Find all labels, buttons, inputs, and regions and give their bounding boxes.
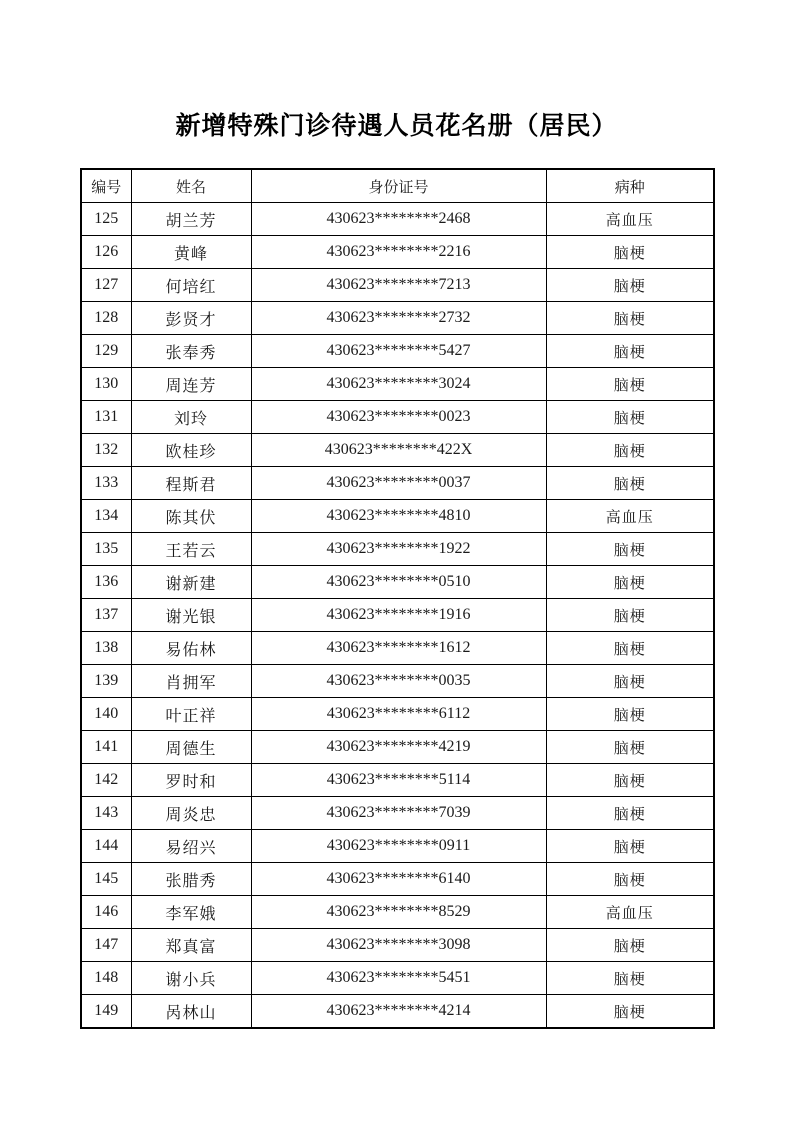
cell-name: 郑真富: [131, 929, 251, 962]
cell-name: 易佑林: [131, 632, 251, 665]
cell-disease: 脑梗: [546, 533, 714, 566]
col-header-name: 姓名: [131, 169, 251, 203]
cell-name: 王若云: [131, 533, 251, 566]
cell-disease: 脑梗: [546, 467, 714, 500]
cell-id: 430623********0035: [251, 665, 546, 698]
cell-name: 周德生: [131, 731, 251, 764]
cell-disease: 脑梗: [546, 698, 714, 731]
cell-no: 148: [81, 962, 131, 995]
table-row: [81, 731, 714, 764]
col-header-disease: 病种: [546, 169, 714, 203]
cell-name: 肖拥军: [131, 665, 251, 698]
cell-disease: 脑梗: [546, 830, 714, 863]
cell-name: 呙林山: [131, 995, 251, 1029]
cell-id: 430623********0023: [251, 401, 546, 434]
cell-no: 129: [81, 335, 131, 368]
cell-name: 程斯君: [131, 467, 251, 500]
cell-no: 149: [81, 995, 131, 1029]
cell-id: 430623********3024: [251, 368, 546, 401]
table-row: [81, 203, 714, 236]
cell-disease: 脑梗: [546, 797, 714, 830]
cell-disease: 脑梗: [546, 731, 714, 764]
table-row: [81, 995, 714, 1029]
header-row: [81, 169, 714, 203]
table-row: [81, 566, 714, 599]
cell-disease: 脑梗: [546, 863, 714, 896]
cell-name: 彭贤才: [131, 302, 251, 335]
cell-id: 430623********4810: [251, 500, 546, 533]
roster-table: [80, 168, 715, 1029]
table-row: [81, 236, 714, 269]
cell-name: 罗时和: [131, 764, 251, 797]
cell-name: 易绍兴: [131, 830, 251, 863]
cell-id: 430623********7039: [251, 797, 546, 830]
cell-no: 145: [81, 863, 131, 896]
cell-id: 430623********1612: [251, 632, 546, 665]
cell-no: 127: [81, 269, 131, 302]
cell-disease: 脑梗: [546, 599, 714, 632]
cell-id: 430623********1922: [251, 533, 546, 566]
cell-name: 张腊秀: [131, 863, 251, 896]
cell-name: 周炎忠: [131, 797, 251, 830]
cell-disease: 脑梗: [546, 302, 714, 335]
cell-no: 133: [81, 467, 131, 500]
cell-id: 430623********6112: [251, 698, 546, 731]
cell-disease: 脑梗: [546, 236, 714, 269]
col-header-id: 身份证号: [251, 169, 546, 203]
roster-table-header: [81, 169, 714, 203]
table-row: [81, 797, 714, 830]
cell-no: 146: [81, 896, 131, 929]
cell-no: 126: [81, 236, 131, 269]
cell-no: 143: [81, 797, 131, 830]
cell-no: 132: [81, 434, 131, 467]
cell-no: 147: [81, 929, 131, 962]
table-row: [81, 302, 714, 335]
cell-no: 144: [81, 830, 131, 863]
cell-name: 胡兰芳: [131, 203, 251, 236]
cell-no: 136: [81, 566, 131, 599]
cell-disease: 脑梗: [546, 632, 714, 665]
table-row: [81, 764, 714, 797]
cell-id: 430623********0510: [251, 566, 546, 599]
cell-name: 李军娥: [131, 896, 251, 929]
cell-name: 张奉秀: [131, 335, 251, 368]
cell-id: 430623********4214: [251, 995, 546, 1029]
cell-disease: 高血压: [546, 203, 714, 236]
cell-no: 125: [81, 203, 131, 236]
cell-disease: 脑梗: [546, 434, 714, 467]
cell-id: 430623********2216: [251, 236, 546, 269]
table-row: [81, 830, 714, 863]
cell-no: 141: [81, 731, 131, 764]
cell-name: 何培红: [131, 269, 251, 302]
cell-name: 谢光银: [131, 599, 251, 632]
cell-no: 140: [81, 698, 131, 731]
table-row: [81, 863, 714, 896]
roster-table-body: [81, 203, 714, 1029]
cell-id: 430623********0037: [251, 467, 546, 500]
cell-id: 430623********5427: [251, 335, 546, 368]
cell-disease: 脑梗: [546, 764, 714, 797]
cell-id: 430623********422X: [251, 434, 546, 467]
cell-disease: 脑梗: [546, 269, 714, 302]
cell-no: 142: [81, 764, 131, 797]
cell-no: 131: [81, 401, 131, 434]
table-row: [81, 500, 714, 533]
cell-name: 周连芳: [131, 368, 251, 401]
cell-disease: 脑梗: [546, 665, 714, 698]
cell-id: 430623********8529: [251, 896, 546, 929]
cell-id: 430623********6140: [251, 863, 546, 896]
table-row: [81, 269, 714, 302]
cell-disease: 脑梗: [546, 566, 714, 599]
cell-id: 430623********1916: [251, 599, 546, 632]
cell-name: 叶正祥: [131, 698, 251, 731]
cell-id: 430623********7213: [251, 269, 546, 302]
table-row: [81, 698, 714, 731]
table-row: [81, 599, 714, 632]
cell-disease: 脑梗: [546, 995, 714, 1029]
cell-name: 谢小兵: [131, 962, 251, 995]
cell-no: 128: [81, 302, 131, 335]
page-title: 新增特殊门诊待遇人员花名册（居民）: [175, 113, 618, 140]
table-row: [81, 896, 714, 929]
table-row: [81, 929, 714, 962]
cell-disease: 脑梗: [546, 335, 714, 368]
table-row: [81, 335, 714, 368]
cell-id: 430623********0911: [251, 830, 546, 863]
cell-no: 139: [81, 665, 131, 698]
cell-disease: 高血压: [546, 896, 714, 929]
cell-name: 欧桂珍: [131, 434, 251, 467]
cell-disease: 脑梗: [546, 962, 714, 995]
table-row: [81, 632, 714, 665]
table-row: [81, 434, 714, 467]
table-row: [81, 962, 714, 995]
cell-name: 刘玲: [131, 401, 251, 434]
cell-name: 谢新建: [131, 566, 251, 599]
cell-no: 137: [81, 599, 131, 632]
cell-disease: 脑梗: [546, 401, 714, 434]
cell-disease: 高血压: [546, 500, 714, 533]
cell-id: 430623********3098: [251, 929, 546, 962]
table-row: [81, 533, 714, 566]
cell-id: 430623********4219: [251, 731, 546, 764]
cell-no: 134: [81, 500, 131, 533]
cell-no: 130: [81, 368, 131, 401]
table-row: [81, 467, 714, 500]
cell-id: 430623********5451: [251, 962, 546, 995]
cell-no: 138: [81, 632, 131, 665]
cell-name: 陈其伏: [131, 500, 251, 533]
cell-no: 135: [81, 533, 131, 566]
cell-disease: 脑梗: [546, 368, 714, 401]
table-row: [81, 665, 714, 698]
cell-id: 430623********2732: [251, 302, 546, 335]
cell-id: 430623********2468: [251, 203, 546, 236]
col-header-no: 编号: [81, 169, 131, 203]
cell-name: 黄峰: [131, 236, 251, 269]
table-row: [81, 401, 714, 434]
cell-id: 430623********5114: [251, 764, 546, 797]
table-row: [81, 368, 714, 401]
cell-disease: 脑梗: [546, 929, 714, 962]
